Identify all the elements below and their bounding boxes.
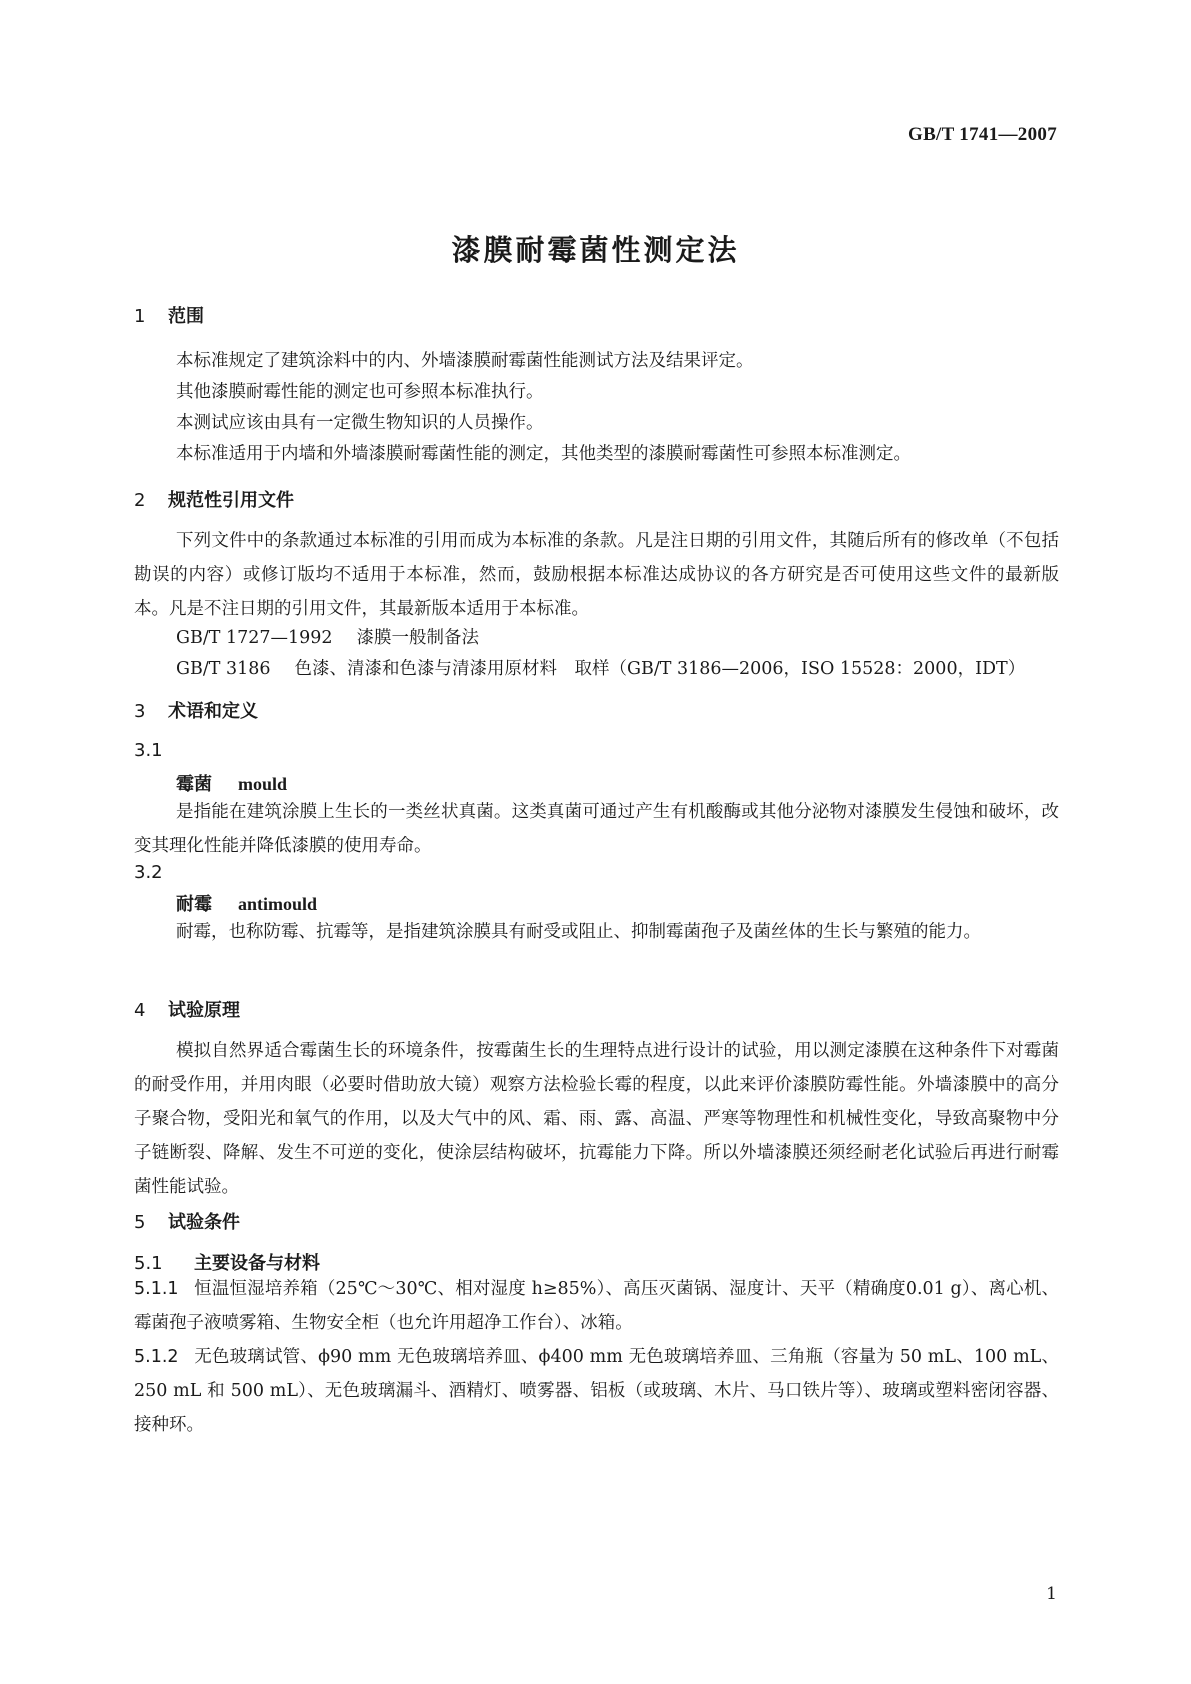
- reference-item: [176, 655, 1025, 680]
- clause-text: 无色玻璃试管、ϕ90 mm 无色玻璃培养皿、ϕ400 mm 无色玻璃培养皿、三角瓶（容量为 50 mL、100 mL、250 mL 和 500 mL）、无色玻璃漏斗、酒精灯、喷雾器、铝板（或玻璃、木片、马口铁片等）、玻璃或塑料密闭容器、接种环。: [134, 1347, 1059, 1435]
- section-title: 试验原理: [168, 1000, 240, 1021]
- scope-line-2: 其他漆膜耐霉性能的测定也可参照本标准执行。: [176, 382, 544, 402]
- scope-line-4: 本标准适用于内墙和外墙漆膜耐霉菌性能的测定，其他类型的漆膜耐霉菌性可参照本标准测定。: [176, 444, 911, 464]
- section-5-heading: [134, 1208, 240, 1234]
- section-title: 试验条件: [168, 1212, 240, 1233]
- reference-name: 色漆、清漆和色漆与清漆用原材料 取样（GB/T 3186—2006，ISO 15528：2000，IDT）: [294, 659, 1026, 679]
- term-chinese: 霉菌: [176, 774, 212, 795]
- reference-item: [176, 624, 479, 649]
- section-number: 3: [134, 701, 146, 722]
- section-title: 规范性引用文件: [168, 490, 294, 511]
- section-title: 术语和定义: [168, 701, 258, 722]
- section-number: 5: [134, 1212, 146, 1233]
- section-number: 1: [134, 306, 146, 327]
- subsection-number: 5.1: [134, 1253, 163, 1274]
- term-english: mould: [238, 774, 288, 794]
- normative-references-paragraph: 下列文件中的条款通过本标准的引用而成为本标准的条款。凡是注日期的引用文件，其随后所有的修改单（不包括勘误的内容）或修订版均不适用于本标准，然而，鼓励根据本标准达成协议的各方研究是否可使用这些文件的最新版本。凡是不注日期的引用文件，其最新版本适用于本标准。: [134, 531, 1059, 619]
- clause-5-1-2: [134, 1340, 1059, 1442]
- clause-5-1-1: [134, 1272, 1059, 1340]
- term-heading: [176, 890, 317, 916]
- section-title: 范围: [168, 306, 204, 327]
- term-number: 3.2: [134, 862, 163, 883]
- term-chinese: 耐霉: [176, 894, 212, 915]
- page-number: 1: [1046, 1584, 1057, 1604]
- term-heading: [176, 770, 287, 796]
- standard-number: GB/T 1741—2007: [907, 124, 1057, 145]
- section-2-heading: [134, 486, 294, 512]
- subsection-title: 主要设备与材料: [194, 1253, 320, 1274]
- term-number: 3.1: [134, 740, 163, 761]
- term-definition: 是指能在建筑涂膜上生长的一类丝状真菌。这类真菌可通过产生有机酸酶或其他分泌物对漆膜发生侵蚀和破坏，改变其理化性能并降低漆膜的使用寿命。: [134, 802, 1059, 856]
- reference-name: 漆膜一般制备法: [356, 628, 480, 648]
- clause-number: 5.1.1: [134, 1279, 179, 1299]
- section-number: 2: [134, 490, 146, 511]
- scope-line-1: 本标准规定了建筑涂料中的内、外墙漆膜耐霉菌性能测试方法及结果评定。: [176, 351, 754, 371]
- reference-code: GB/T 1727—1992: [176, 628, 333, 648]
- section-1-heading: [134, 302, 204, 328]
- document-title: 漆膜耐霉菌性测定法: [451, 233, 740, 267]
- clause-number: 5.1.2: [134, 1347, 179, 1367]
- section-3-heading: [134, 697, 258, 723]
- test-principle-paragraph: 模拟自然界适合霉菌生长的环境条件，按霉菌生长的生理特点进行设计的试验，用以测定漆膜在这种条件下对霉菌的耐受作用，并用肉眼（必要时借助放大镜）观察方法检验长霉的程度，以此来评价漆膜防霉性能。外墙漆膜中的高分子聚合物，受阳光和氧气的作用，以及大气中的风、霜、雨、露、高温、严寒等物理性和机械性变化，导致高聚物中分子链断裂、降解、发生不可逆的变化，使涂层结构破坏，抗霉能力下降。所以外墙漆膜还须经耐老化试验后再进行耐霉菌性能试验。: [134, 1041, 1059, 1197]
- term-definition: 耐霉，也称防霉、抗霉等，是指建筑涂膜具有耐受或阻止、抑制霉菌孢子及菌丝体的生长与繁殖的能力。: [176, 922, 981, 942]
- reference-code: GB/T 3186: [176, 659, 271, 679]
- section-number: 4: [134, 1000, 146, 1021]
- scope-line-3: 本测试应该由具有一定微生物知识的人员操作。: [176, 413, 544, 433]
- term-english: antimould: [238, 894, 318, 914]
- section-4-heading: [134, 996, 240, 1022]
- clause-text: 恒温恒湿培养箱（25℃～30℃、相对湿度 h≥85%）、高压灭菌锅、湿度计、天平（精确度0.01 g）、离心机、霉菌孢子液喷雾箱、生物安全柜（也允许用超净工作台）、冰箱。: [134, 1279, 1059, 1333]
